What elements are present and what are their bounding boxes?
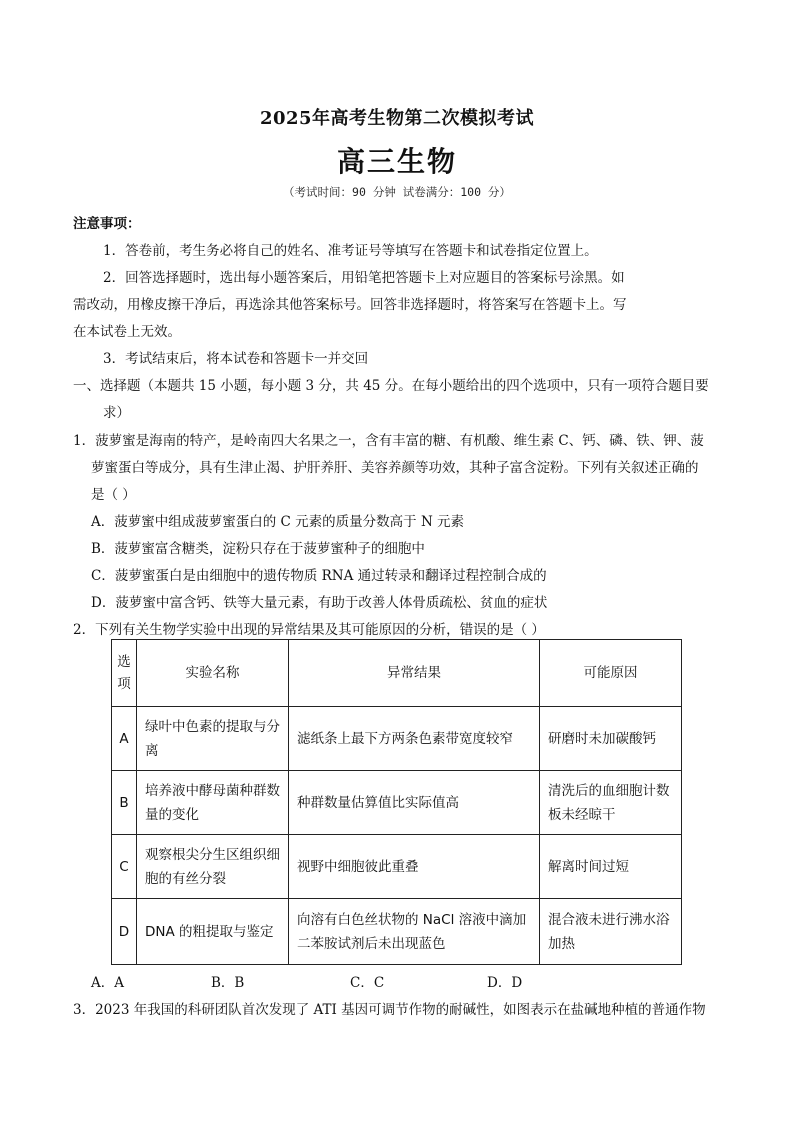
table-cell: 研磨时未加碳酸钙 <box>540 707 682 771</box>
table-cell: B <box>112 771 137 835</box>
notice-item-2-line-3: 在本试卷上无效。 <box>73 324 181 340</box>
question-2-answer-c: C．C <box>350 975 385 991</box>
question-1-option-c: C．菠萝蜜蛋白是由细胞中的遗传物质 RNA 通过转录和翻译过程控制合成的 <box>91 568 547 584</box>
table-row <box>112 899 682 965</box>
table-cell: 混合液未进行沸水浴加热 <box>540 899 682 965</box>
table-cell: 绿叶中色素的提取与分离 <box>137 707 289 771</box>
question-3-stem-line-1: 3．2023 年我国的科研团队首次发现了 ATI 基因可调节作物的耐碱性，如图表示在盐碱地种植的普通作物 <box>73 1002 706 1018</box>
table-cell: 滤纸条上最下方两条色素带宽度较窄 <box>289 707 540 771</box>
table-cell: C <box>112 835 137 899</box>
table-row <box>112 835 682 899</box>
question-2-answer-b: B．B <box>211 975 245 991</box>
question-1-stem-line-3: 是（ ） <box>91 487 136 503</box>
notice-heading: 注意事项： <box>73 216 141 232</box>
experiment-table <box>111 639 682 965</box>
table-cell: 种群数量估算值比实际值高 <box>289 771 540 835</box>
question-1-option-d: D．菠萝蜜中富含钙、铁等大量元素，有助于改善人体骨质疏松、贫血的症状 <box>91 595 548 611</box>
question-2-answer-a: A．A <box>91 975 124 991</box>
table-cell: 观察根尖分生区组织细胞的有丝分裂 <box>137 835 289 899</box>
question-1-stem-line-1: 1．菠萝蜜是海南的特产，是岭南四大名果之一，含有丰富的糖、有机酸、维生素 C、钙、磷、铁、钾、菠 <box>73 433 704 449</box>
notice-item-3: 3．考试结束后，将本试卷和答题卡一并交回 <box>103 351 369 367</box>
question-1-option-b: B．菠萝蜜富含糖类，淀粉只存在于菠萝蜜种子的细胞中 <box>91 541 425 557</box>
table-cell: 视野中细胞彼此重叠 <box>289 835 540 899</box>
table-header-cell: 异常结果 <box>289 640 540 707</box>
table-header-cell: 实验名称 <box>137 640 289 707</box>
table-header-cell: 可能原因 <box>540 640 682 707</box>
table-cell: 向溶有白色丝状物的 NaCl 溶液中滴加二苯胺试剂后未出现蓝色 <box>289 899 540 965</box>
table-cell: 清洗后的血细胞计数板未经晾干 <box>540 771 682 835</box>
section-1-heading-cont: 求） <box>103 405 130 421</box>
table-cell: DNA 的粗提取与鉴定 <box>137 899 289 965</box>
question-1-stem-line-2: 萝蜜蛋白等成分，具有生津止渴、护肝养肝、美容养颜等功效，其种子富含淀粉。下列有关叙述正确的 <box>91 460 699 476</box>
table-cell: A <box>112 707 137 771</box>
table-row <box>112 771 682 835</box>
notice-item-1: 1．答卷前，考生务必将自己的姓名、准考证号等填写在答题卡和试卷指定位置上。 <box>103 243 598 259</box>
table-header-cell: 选项 <box>112 640 137 707</box>
table-cell: 培养液中酵母菌种群数量的变化 <box>137 771 289 835</box>
question-2-answer-d: D．D <box>487 975 523 991</box>
section-1-heading: 一、选择题（本题共 15 小题，每小题 3 分，共 45 分。在每小题给出的四个选项中，只有一项符合题目要 <box>73 378 709 394</box>
table-row <box>112 707 682 771</box>
notice-item-2-line-2: 需改动，用橡皮擦干净后，再选涂其他答案标号。回答非选择题时，将答案写在答题卡上。写 <box>73 297 627 313</box>
question-1-option-a: A．菠萝蜜中组成菠萝蜜蛋白的 C 元素的质量分数高于 N 元素 <box>91 514 465 530</box>
exam-title: 2025年高考生物第二次模拟考试 <box>259 108 535 129</box>
subject-title: 高三生物 <box>336 145 457 178</box>
table-cell: D <box>112 899 137 965</box>
table-header-row <box>112 640 682 707</box>
exam-info: （考试时间：90 分钟 试卷满分：100 分） <box>283 185 511 199</box>
question-2-stem: 2．下列有关生物学实验中出现的异常结果及其可能原因的分析，错误的是（ ） <box>73 622 545 638</box>
table-cell: 解离时间过短 <box>540 835 682 899</box>
notice-item-2-line-1: 2．回答选择题时，选出每小题答案后，用铅笔把答题卡上对应题目的答案标号涂黑。如 <box>103 270 625 286</box>
